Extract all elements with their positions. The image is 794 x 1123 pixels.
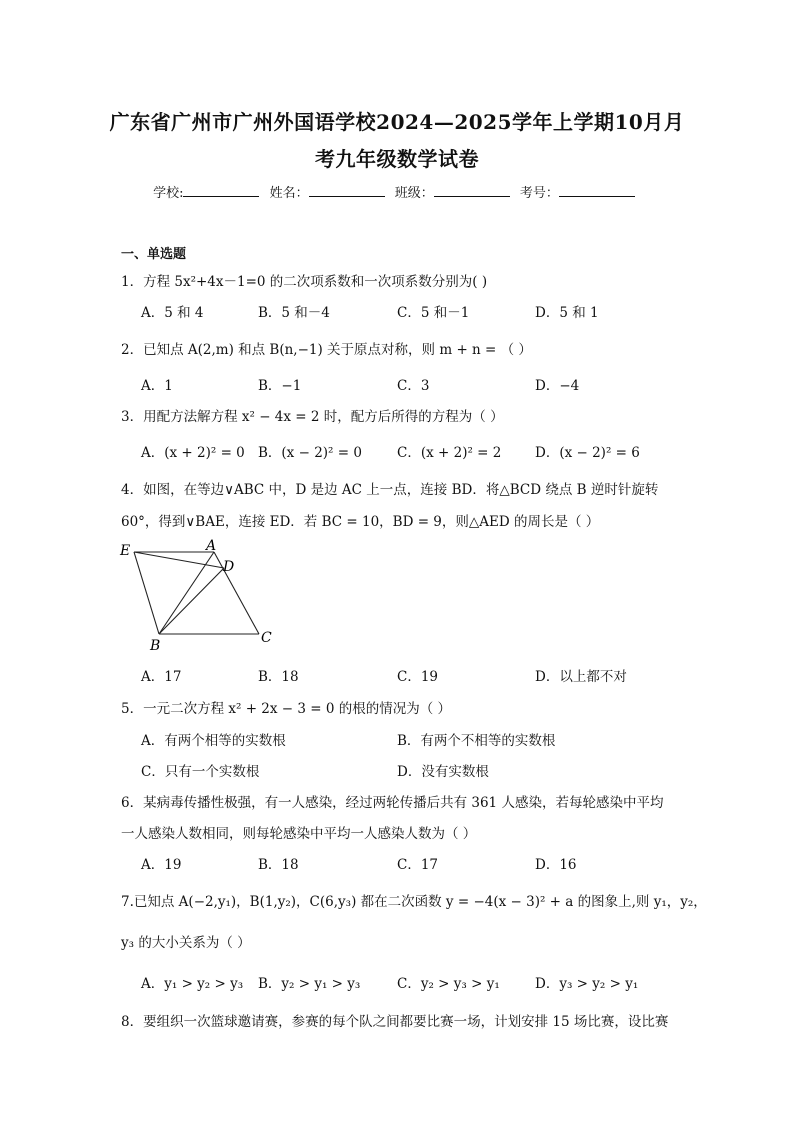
student-info-row [0, 182, 794, 201]
exam-number-label: 考号： [519, 186, 559, 201]
q2-option-a: A．1 [141, 378, 173, 394]
question-4-line1: 4．如图，在等边∨ABC 中，D 是边 AC 上一点，连接 BD．将△BCD 绕点 B 逆时针旋转 [121, 482, 659, 498]
q7-option-d: D．y₃ > y₂ > y₁ [535, 976, 639, 992]
segment-bd [159, 568, 224, 634]
exam-number-blank[interactable] [559, 184, 635, 197]
q5-option-c: C．只有一个实数根 [141, 764, 260, 780]
class-blank[interactable] [434, 184, 510, 197]
q4-option-c: C．19 [397, 669, 439, 685]
school-blank[interactable] [183, 184, 259, 197]
q7-option-a: A．y₁ > y₂ > y₃ [141, 976, 244, 992]
q1-option-b: B．5 和－4 [258, 305, 330, 321]
q4-option-d: D．以上都不对 [535, 669, 627, 685]
label-e: E [120, 543, 131, 559]
q3-option-a: A．(x + 2)² = 0 [141, 445, 245, 461]
q2-option-c: C．3 [397, 378, 430, 394]
q7-option-b: B．y₂ > y₁ > y₃ [258, 976, 361, 992]
question-1: 1．方程 5x²+4x－1=0 的二次项系数和一次项系数分别为( ) [121, 274, 488, 290]
question-8: 8．要组织一次篮球邀请赛，参赛的每个队之间都要比赛一场，计划安排 15 场比赛，设比赛 [121, 1014, 669, 1030]
section-heading: 一、单选题 [121, 247, 187, 262]
q3-option-d: D．(x − 2)² = 6 [535, 445, 640, 461]
q5-option-d: D．没有实数根 [397, 764, 489, 780]
label-a: A [206, 538, 217, 554]
name-blank[interactable] [309, 184, 385, 197]
q6-option-c: C．17 [397, 857, 439, 873]
exam-title-line2: 考九年级数学试卷 [315, 147, 479, 171]
q4-option-b: B．18 [258, 669, 299, 685]
q2-option-b: B．−1 [258, 378, 302, 394]
q6-option-b: B．18 [258, 857, 299, 873]
name-label: 姓名： [269, 186, 309, 201]
label-b: B [150, 638, 161, 654]
segment-eb [134, 552, 159, 634]
q7-option-c: C．y₂ > y₃ > y₁ [397, 976, 500, 992]
question-6-line2: 一人感染人数相同，则每轮感染中平均一人感染人数为（ ） [121, 826, 477, 842]
q2-option-d: D．−4 [535, 378, 580, 394]
class-label: 班级： [394, 186, 434, 201]
q1-option-c: C．5 和－1 [397, 305, 470, 321]
q5-option-b: B．有两个不相等的实数根 [397, 733, 556, 749]
q6-option-d: D．16 [535, 857, 577, 873]
q3-option-b: B．(x − 2)² = 0 [258, 445, 362, 461]
question-7-line1: 7.已知点 A(−2,y₁)，B(1,y₂)，C(6,y₃) 都在二次函数 y = −4(x − 3)² + a 的图象上,则 y₁，y₂， [121, 894, 707, 910]
question-6-line1: 6．某病毒传播性极强，有一人感染，经过两轮传播后共有 361 人感染，若每轮感染中平均 [121, 795, 664, 811]
q4-option-a: A．17 [141, 669, 182, 685]
question-2: 2．已知点 A(2,m) 和点 B(n,−1) 关于原点对称，则 m + n = （ ） [121, 342, 532, 358]
q1-option-d: D．5 和 1 [535, 305, 599, 321]
q1-option-a: A．5 和 4 [141, 305, 204, 321]
q3-option-c: C．(x + 2)² = 2 [397, 445, 502, 461]
rotation-figure [116, 538, 286, 654]
segment-ed [134, 552, 224, 568]
q6-option-a: A．19 [141, 857, 182, 873]
label-d: D [223, 559, 235, 575]
question-5: 5．一元二次方程 x² + 2x − 3 = 0 的根的情况为（ ） [121, 701, 452, 717]
question-7-line2: y₃ 的大小关系为（ ） [121, 935, 251, 951]
question-3: 3．用配方法解方程 x² − 4x = 2 时，配方后所得的方程为（ ） [121, 409, 504, 425]
exam-title-line1: 广东省广州市广州外国语学校2024—2025学年上学期10月月 [109, 110, 685, 134]
q5-option-a: A．有两个相等的实数根 [141, 733, 286, 749]
question-4-line2: 60°，得到∨BAE，连接 ED．若 BC = 10，BD = 9，则△AED 的周长是（ ） [121, 514, 600, 530]
school-label: 学校: [153, 186, 184, 201]
segment-ac [214, 552, 259, 634]
label-c: C [261, 630, 272, 646]
